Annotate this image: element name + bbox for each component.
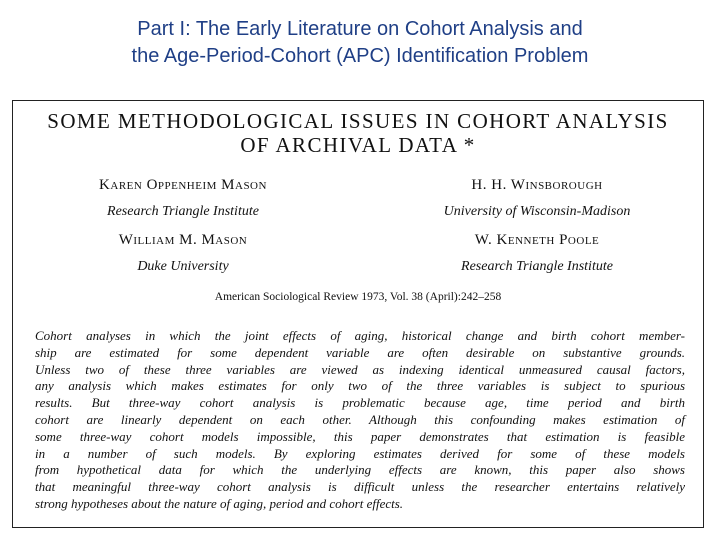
- slide-title: [0, 16, 720, 70]
- abstract-line: ship are estimated for some dependent variable are often desirable on substantive grounds.: [35, 344, 685, 360]
- slide-title-line-1: Part I: The Early Literature on Cohort Analysis and: [137, 18, 583, 40]
- author-affiliation-4: Research Triangle Institute: [461, 259, 613, 274]
- abstract-line: some three-way cohort models impossible, this paper demonstrates that estimation is feasible: [35, 428, 685, 444]
- abstract-line: results. But three-way cohort analysis is problematic because age, time period and birth: [35, 395, 685, 411]
- author-affiliation-1: Research Triangle Institute: [107, 204, 259, 219]
- paper-title-line-1: SOME METHODOLOGICAL ISSUES IN COHORT ANALYSIS: [47, 109, 669, 133]
- abstract-line: cohort are linearly dependent on each other. Although this confounding makes estimation of: [35, 411, 685, 427]
- author-affiliation-3: Duke University: [137, 259, 229, 274]
- paper-title-line-2: OF ARCHIVAL DATA *: [240, 133, 476, 157]
- scanned-article-excerpt: [12, 100, 704, 528]
- journal-citation: American Sociological Review 1973, Vol. 38 (April):242–258: [214, 291, 502, 303]
- abstract-line: that meaningful three-way cohort analysis is difficult unless the researcher entertains relatively: [35, 479, 685, 495]
- author-name-1: Karen Oppenheim Mason: [99, 177, 267, 193]
- author-name-2: H. H. Winsborough: [471, 177, 603, 193]
- author-name-3: William M. Mason: [118, 232, 248, 248]
- abstract-line: Unless two of these three variables are viewed as indexing identical unmeasured causal factors,: [35, 361, 685, 377]
- author-name-4: W. Kenneth Poole: [474, 232, 600, 248]
- abstract-line: strong hypotheses about the nature of aging, period and cohort effects.: [35, 495, 404, 511]
- abstract-line: from hypothetical data for which the underlying effects are known, this paper also shows: [35, 462, 685, 478]
- abstract: [35, 328, 685, 513]
- paper-title: [13, 109, 703, 157]
- author-affiliation-2: University of Wisconsin-Madison: [443, 204, 631, 219]
- abstract-line: any analysis which makes estimates for only two of the three variables is subject to spurious: [35, 378, 685, 394]
- abstract-line: in a number of such models. By exploring estimates derived for some of these models: [35, 445, 685, 461]
- abstract-line: Cohort analyses in which the joint effects of aging, historical change and birth cohort member-: [35, 328, 685, 343]
- slide-title-line-2: the Age-Period-Cohort (APC) Identification Problem: [131, 45, 589, 67]
